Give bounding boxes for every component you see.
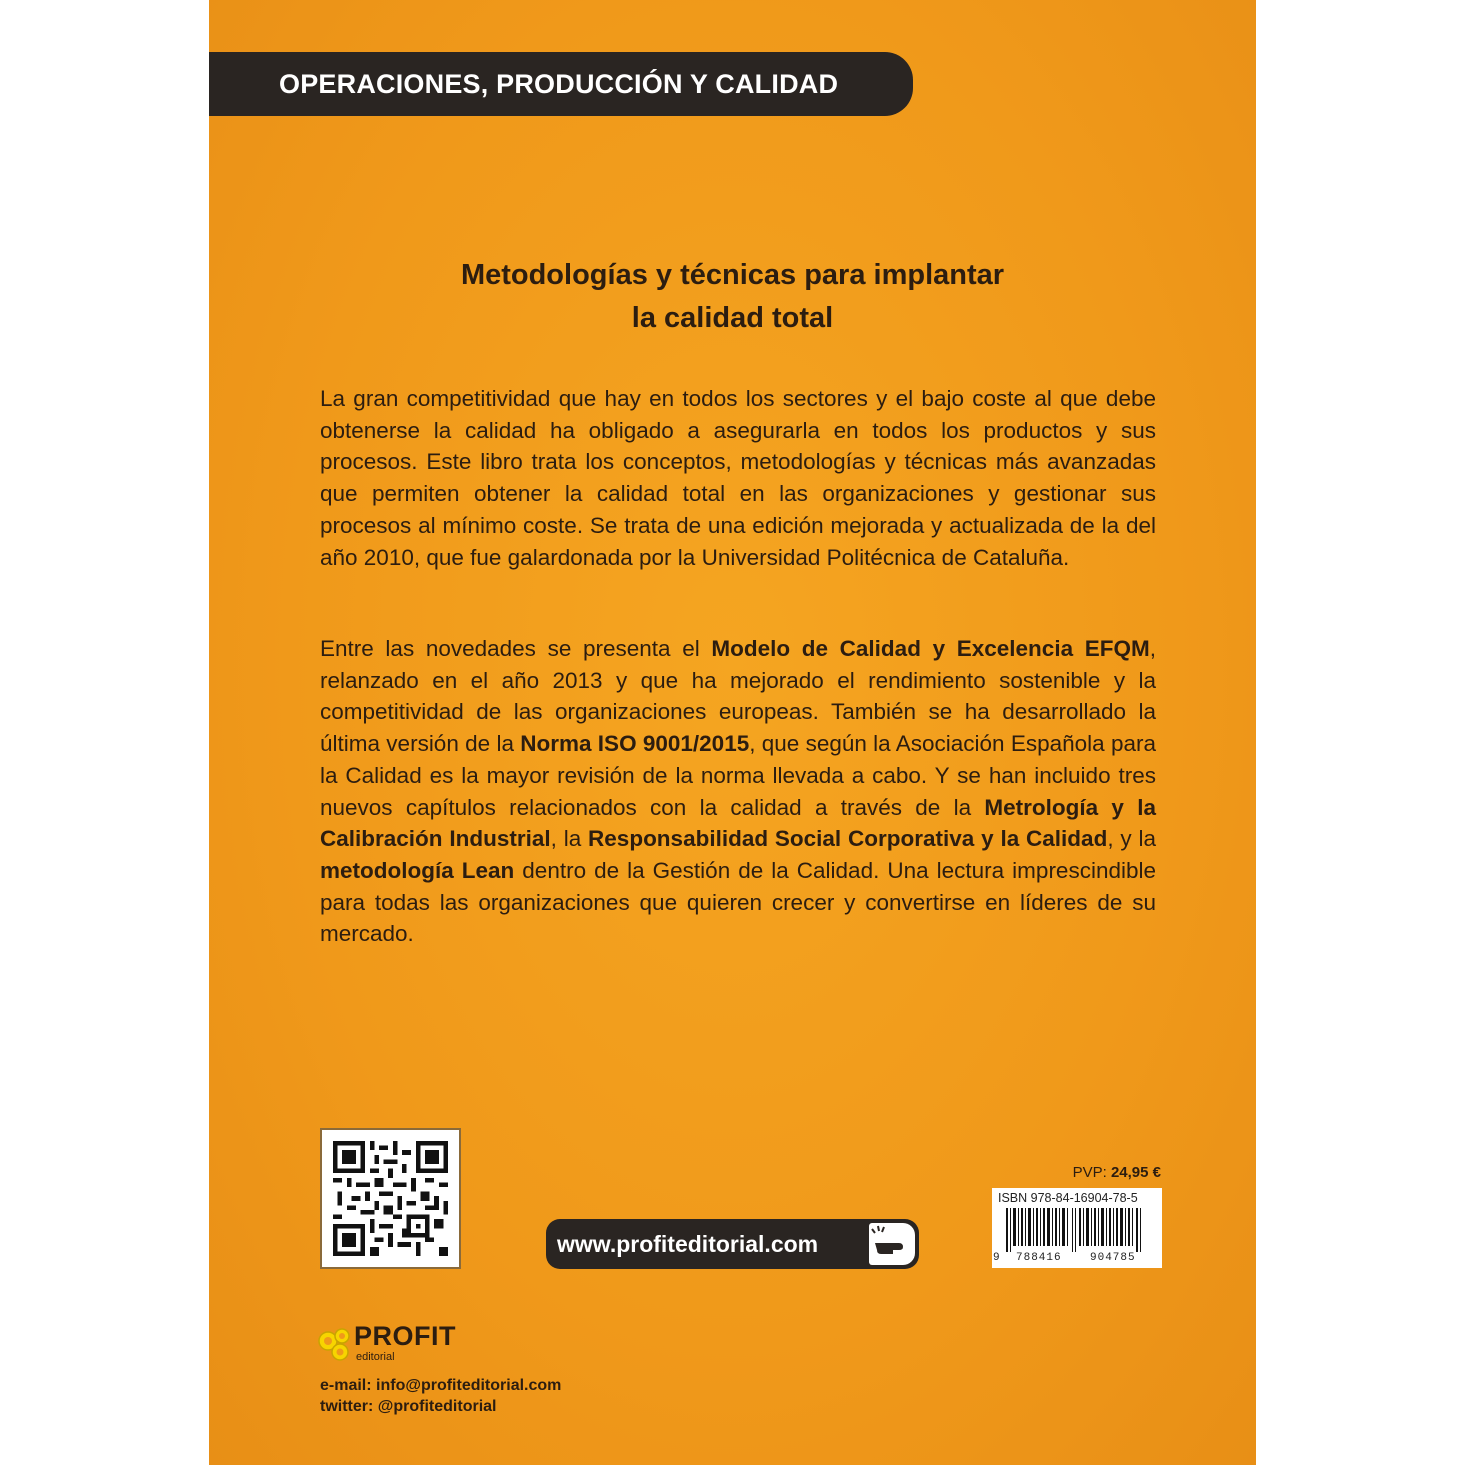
website-url[interactable]: www.profiteditorial.com	[557, 1230, 819, 1257]
highlight-rsc: Responsabilidad Social Corporativa y la Calidad	[588, 826, 1108, 852]
paragraph-text: , la	[550, 826, 589, 852]
barcode-right-digits: 904785	[1090, 1252, 1136, 1264]
back-cover	[209, 0, 1256, 1465]
qr-code-icon	[333, 1141, 448, 1256]
barcode-left-digits: 788416	[1016, 1252, 1062, 1264]
pointing-hand-icon	[869, 1223, 915, 1265]
description-paragraph-1: La gran competitividad que hay en todos los sectores y el bajo coste al que debe obtenerse la calidad ha obligado a asegurarla en todos los productos y sus procesos. Este libro trata los conceptos, metodologías y técnicas más avanzadas que permiten obtener la calidad total en las organizaciones y gestionar sus procesos al mínimo coste. Se trata de una edición mejorada y actualizada de la del año 2010, que fue galardonada por la Universidad Politécnica de Cataluña.	[320, 386, 1156, 570]
website-link[interactable]	[546, 1219, 919, 1269]
highlight-iso: Norma ISO 9001/2015	[520, 731, 750, 757]
publisher-name: PROFIT	[354, 1321, 456, 1351]
highlight-lean: metodología Lean	[320, 857, 515, 883]
highlight-efqm: Modelo de Calidad y Excelencia EFQM	[711, 636, 1150, 661]
price-label	[1039, 1164, 1161, 1181]
paragraph-text: , y la	[1107, 826, 1156, 852]
series-banner	[209, 52, 913, 116]
price-prefix: PVP:	[1072, 1164, 1111, 1181]
qr-code[interactable]	[320, 1128, 461, 1269]
headline	[209, 254, 1256, 340]
contact-twitter[interactable]: twitter: @profiteditorial	[320, 1398, 497, 1415]
profit-logo-icon	[316, 1325, 356, 1365]
paragraph-text: dentro de la Gestión de la Calidad. Una lectura imprescindible para todas las organizaciones que quieren crecer y convertirse en líderes de su mercado.	[320, 857, 1156, 947]
headline-line-1: Metodologías y técnicas para implantar	[460, 259, 1005, 291]
paragraph-text: , relanzado en el año 2013 y que ha mejorado el rendimiento sostenible y la competitividad de las organizaciones europeas. También se ha desarrollado la última versión de la	[320, 636, 1156, 757]
barcode-icon	[998, 1208, 1156, 1252]
price-value: 24,95 €	[1110, 1164, 1161, 1181]
paragraph-text: , que según la Asociación Española para la Calidad es la mayor revisión de la norma llevada a cabo. Y se han incluido tres nuevos capítulos relacionados con la calidad a través de la	[320, 731, 1156, 820]
contact-email[interactable]: e-mail: info@profiteditorial.com	[320, 1377, 562, 1394]
isbn-number: ISBN 978-84-16904-78-5	[998, 1191, 1138, 1205]
headline-line-2: la calidad total	[631, 302, 834, 334]
isbn-barcode	[992, 1188, 1162, 1268]
series-title: OPERACIONES, PRODUCCIÓN Y CALIDAD	[279, 68, 839, 99]
publisher-subtitle: editorial	[356, 1351, 395, 1363]
paragraph-text: Entre las novedades se presenta el	[320, 636, 712, 661]
highlight-metrologia: Metrología y la Calibración Industrial	[320, 794, 1156, 852]
description-paragraph-2	[320, 633, 1156, 950]
barcode-first-digit: 9	[993, 1252, 1000, 1264]
publisher-logo	[316, 1321, 456, 1370]
